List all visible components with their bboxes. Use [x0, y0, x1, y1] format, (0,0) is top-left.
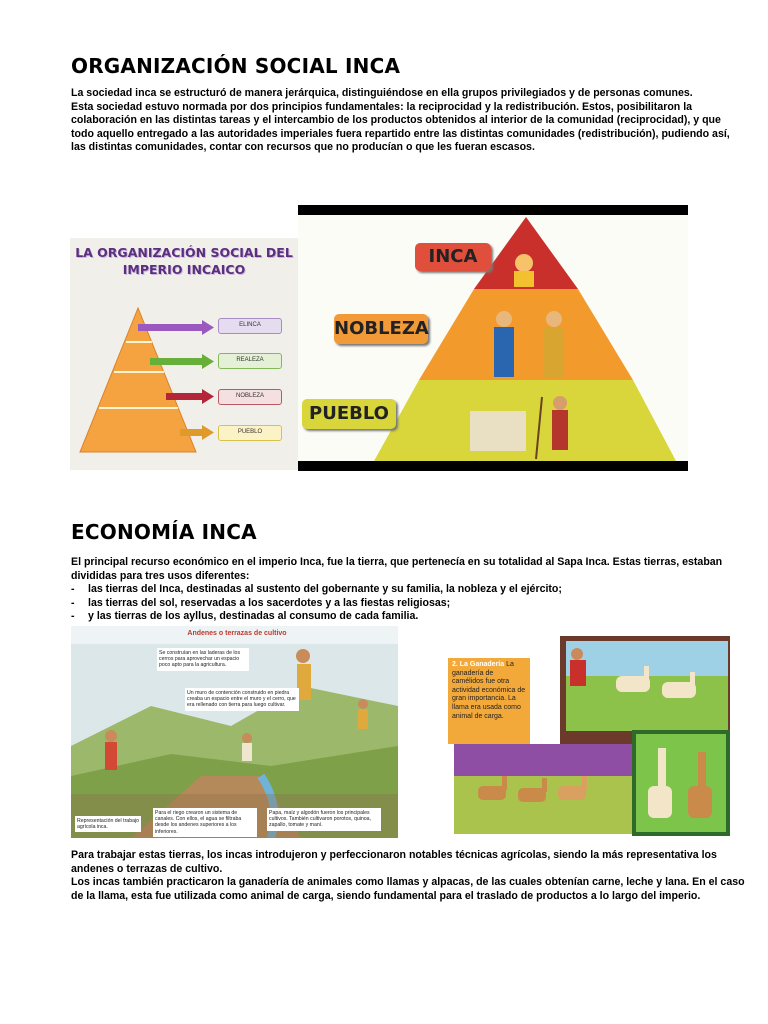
paragraph: Para trabajar estas tierras, los incas introdujeron y perfeccionaron notables técnicas agrícolas, siendo la más representativa los andenes o terrazas de cultivo. [71, 849, 717, 875]
level-label-nobleza: NOBLEZA [218, 389, 282, 405]
section-title-economia: ECONOMÍA INCA [71, 520, 257, 544]
list-item: - las tierras del sol, reservadas a los sacerdotes y a las fiestas religiosas; [71, 597, 746, 611]
list-item: - las tierras del Inca, destinadas al sustento del gobernante y su familia, la nobleza y el ejército; [71, 583, 746, 597]
section-title-organizacion: ORGANIZACIÓN SOCIAL INCA [71, 54, 401, 78]
pyramid-label-nobleza: NOBLEZA [334, 314, 428, 344]
figure-social-pyramid-diagram [70, 238, 298, 470]
andenes-note-riego: Para el riego crearon un sistema de canales. Con ellos, el agua se filtraba desde los andenes superiores a los inferiores. [153, 808, 257, 837]
andenes-note-representacion: Representación del trabajo agrícola inca. [75, 816, 141, 832]
paragraph: El principal recurso económico en el imperio Inca, fue la tierra, que pertenecía en su totalidad al Sapa Inca. Estas tierras, estaban divididas para tres usos diferentes: [71, 556, 723, 582]
list-item: - y las tierras de los ayllus, destinadas al consumo de cada familia. [71, 610, 746, 624]
ganaderia-graphic [448, 636, 738, 840]
level-label-realeza: REALEZA [218, 353, 282, 369]
pyramid-label-pueblo: PUEBLO [302, 399, 396, 429]
figure-ganaderia-illustration [448, 636, 738, 840]
land-use-list [71, 583, 746, 624]
section-body-economia [71, 556, 746, 624]
figure-andenes-illustration [71, 626, 398, 838]
andenes-note-cultivos: Papa, maíz y algodón fueron los principales cultivos. También cultivaron porotos, quinoa, zapallo, tomate y maní. [267, 808, 381, 831]
level-label-pueblo: PUEBLO [218, 425, 282, 441]
figure-inca-pyramid-illustration [298, 205, 688, 471]
andenes-title: Andenes o terrazas de cultivo [187, 630, 287, 637]
section-body-organizacion [71, 87, 741, 155]
paragraph: Los incas también practicaron la ganadería de animales como llamas y alpacas, de las cuales obtenían carne, leche y lana. En el caso de la llama, esta fue utilizada como animal de carga, siendo fundamental para el traslado de productos a lo largo del imperio. [71, 876, 745, 902]
andenes-note-laderas: Se construían en las laderas de los cerros para aprovechar un espacio poco apto para la agricultura. [157, 648, 249, 671]
paragraph: La sociedad inca se estructuró de manera jerárquica, distinguiéndose en ella grupos privilegiados y de personas comunes. [71, 87, 693, 99]
ganaderia-heading: 2. La Ganadería [452, 661, 505, 668]
level-label-elinca: ELINCA [218, 318, 282, 334]
section-body-economia-continued [71, 849, 748, 903]
pyramid-label-inca: INCA [415, 243, 491, 271]
paragraph: Esta sociedad estuvo normada por dos principios fundamentales: la reciprocidad y la redistribución. Estos, posibilitaron la colaboración en las distintas tareas y el intercambio de los productos obtenidos al interior de la comunidad (reciprocidad), y que todo aquello entregado a las autoridades imperiales fuera repartido entre las distintas comunidades (redistribución), pudiendo así, las distintas comunidades, contar con recursos que no producían o que les fueran escasos. [71, 100, 730, 154]
andenes-note-muro: Un muro de contención construido en piedra creaba un espacio entre el muro y el cerro, que era rellenado con tierra para luego cultivar. [185, 688, 299, 711]
ganaderia-text: La ganadería de camélidos fue otra actividad económica de gran importancia. La llama era usada como animal de carga. [452, 661, 526, 720]
figure-title: LA ORGANIZACIÓN SOCIAL DEL IMPERIO INCAICO [75, 245, 293, 277]
